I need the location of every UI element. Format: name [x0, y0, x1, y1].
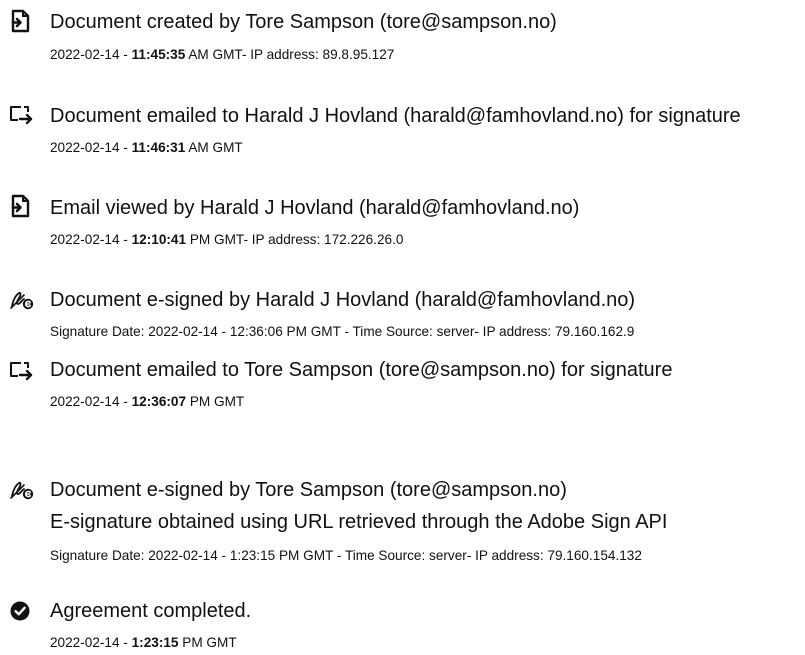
entry-title: Document e-signed by Harald J Hovland (harald@famhovland.no)	[50, 289, 636, 311]
entry-timestamp: 2022-02-14 - 1:23:15 PM GMT	[50, 635, 237, 650]
entry-timestamp: 2022-02-14 - 11:45:35 AM GMT- IP address: 89.8.95.127	[50, 47, 395, 62]
document-created-icon	[8, 8, 34, 34]
document-emailed-icon	[8, 102, 34, 128]
entry-title: Document emailed to Tore Sampson (tore@sampson.no) for signature	[50, 359, 673, 381]
email-viewed-icon	[8, 193, 34, 219]
entry-timestamp: 2022-02-14 - 11:46:31 AM GMT	[50, 140, 243, 155]
document-emailed-icon	[8, 358, 34, 384]
entry-title: Document e-signed by Tore Sampson (tore@sampson.no)	[50, 479, 567, 501]
entry-title: Document created by Tore Sampson (tore@sampson.no)	[50, 11, 557, 33]
check-circle-icon	[8, 598, 34, 624]
entry-title: Document emailed to Harald J Hovland (harald@famhovland.no) for signature	[50, 105, 741, 127]
entry-timestamp: 2022-02-14 - 12:36:07 PM GMT	[50, 394, 245, 409]
entry-title: Agreement completed.	[50, 600, 252, 622]
entry-timestamp: 2022-02-14 - 12:10:41 PM GMT- IP address: 172.226.26.0	[50, 232, 404, 247]
entry-timestamp: Signature Date: 2022-02-14 - 1:23:15 PM GMT - Time Source: server- IP address: 79.160.154.132	[50, 548, 642, 563]
entry-timestamp: Signature Date: 2022-02-14 - 12:36:06 PM GMT - Time Source: server- IP address: 79.160.162.9	[50, 324, 635, 339]
entry-title: Email viewed by Harald J Hovland (harald@famhovland.no)	[50, 197, 580, 219]
entry-subtitle: E-signature obtained using URL retrieved through the Adobe Sign API	[50, 511, 668, 533]
e-signed-icon	[8, 476, 34, 502]
e-signed-icon	[8, 286, 34, 312]
